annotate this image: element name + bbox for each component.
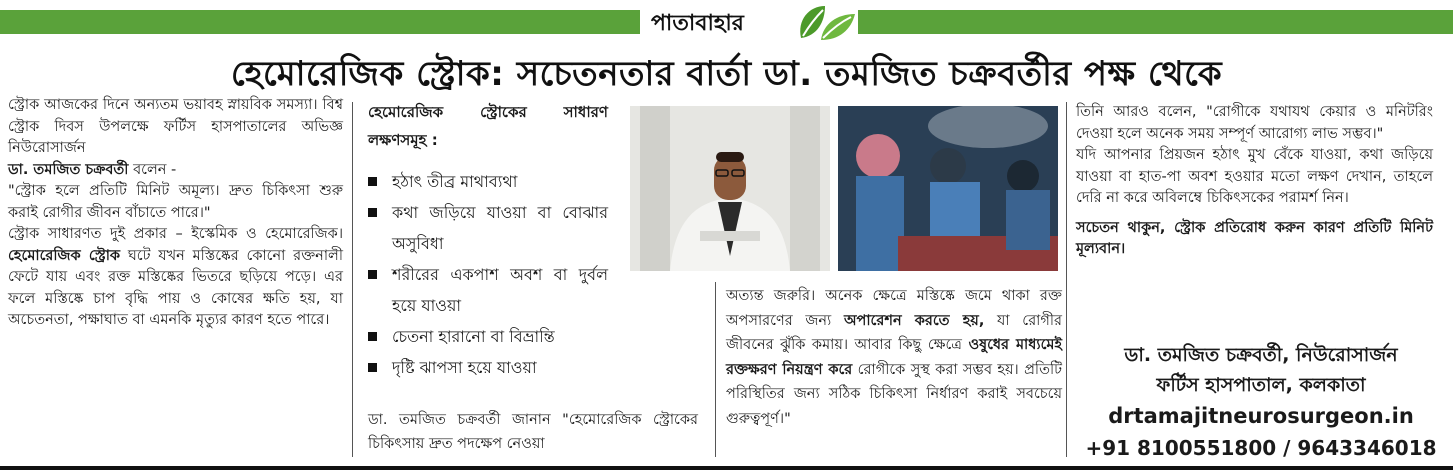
stroke-types-text: স্ট্রোক সাধারণত দুই প্রকার – ইস্কেমিক ও হেমোরেজিক। (8, 226, 343, 242)
doctor-says: বলেন - (128, 161, 177, 178)
symptoms-heading: হেমোরেজিক স্ট্রোকের সাধারণ লক্ষণসমূহ : (368, 103, 608, 149)
bullet-icon (368, 208, 377, 217)
treatment-paragraph (726, 284, 1062, 431)
article-column-2 (368, 98, 698, 452)
doctor-intro (8, 160, 343, 182)
list-item (368, 352, 608, 383)
column-divider (352, 102, 353, 457)
advice-paragraph: যদি আপনার প্রিয়জন হঠাৎ মুখ বেঁকে যাওয়া, কথা জড়িয়ে যাওয়া বা হাত-পা অবশ হওয়ার মতো লক্ষণ দেখান, তাহলে দেরি না করে অবিলম্বে চিকিৎসকের পরামর্শ নিন। (1076, 147, 1433, 206)
symptom-text: চেতনা হারানো বা বিভ্রান্তি (392, 327, 555, 346)
bullet-icon (368, 270, 377, 279)
symptom-text: শরীরের একপাশ অবশ বা দুর্বল হয়ে যাওয়া (392, 265, 608, 315)
treatment-text: অত্যন্ত জরুরি। অনেক ক্ষেত্রে মস্তিষ্কে জমে থাকা রক্ত অপসারণের জন্য (726, 288, 1062, 329)
symptom-text: কথা জড়িয়ে যাওয়া বা বোঝার অসুবিধা (392, 203, 608, 253)
list-item (368, 197, 608, 259)
treatment-quote-start: ডা. তমজিত চক্রবর্তী জানান "হেমোরেজিক স্ট্রোকের চিকিৎসায় দ্রুত পদক্ষেপ নেওয়া (368, 412, 698, 452)
doctor-title: ডা. তমজিত চক্রবর্তী, নিউরোসার্জন (1124, 344, 1398, 366)
section-masthead (645, 2, 855, 42)
hospital-name: ফর্টিস হাসপাতাল, কলকাতা (1156, 374, 1366, 396)
treatment-text: যা রোগীর জীবনের ঝুঁকি কমায়। আবার কিছু ক্ষেত্রে (726, 312, 1062, 353)
leaf-icon (795, 2, 859, 42)
treatment-text: রোগীকে সুস্থ করা সম্ভব হয়। প্রতিটি পরিস্থিতির জন্য সঠিক চিকিৎসা নির্ধারণ করাই সবচেয়ে গুরুত্বপূর্ণ।" (726, 361, 1062, 427)
article-column-3 (726, 284, 1062, 431)
intro-paragraph: স্ট্রোক আজকের দিনে অন্যতম ভয়াবহ স্নায়বিক সমস্যা। বিশ্ব স্ট্রোক দিবস উপলক্ষে ফর্টিস হাসপাতালের অভিজ্ঞ নিউরোসার্জন (8, 97, 343, 156)
phone-numbers[interactable]: +91 8100551800 / 9643346018 (1085, 436, 1437, 460)
column-divider (1066, 102, 1067, 457)
list-item (368, 166, 608, 197)
doctor-name: ডা. তমজিত চক্রবর্তী (8, 161, 129, 178)
doctor-portrait-photo (630, 106, 830, 271)
awareness-message: সচেতন থাকুন, স্ট্রোক প্রতিরোধ করুন কারণ প্রতিটি মিনিট মূল্যবান। (1076, 219, 1433, 257)
website-link[interactable]: drtamajitneurosurgeon.in (1108, 404, 1414, 428)
bullet-icon (368, 363, 377, 372)
header-band-left (0, 10, 640, 34)
doctor-quote: "স্ট্রোক হলে প্রতিটি মিনিট অমূল্য। দ্রুত চিকিৎসা শুরু করাই রোগীর জীবন বাঁচাতে পারে।" (8, 183, 343, 221)
hemorrhagic-stroke-term: হেমোরেজিক স্ট্রোক (8, 247, 121, 264)
surgery-photo (838, 106, 1058, 271)
column-divider (715, 282, 716, 457)
header-band-right (858, 10, 1453, 34)
surgery-emphasis: অপারেশন করতে হয়, (843, 312, 985, 329)
symptom-text: হঠাৎ তীব্র মাথাব্যথা (392, 172, 518, 191)
list-item (368, 321, 608, 352)
symptom-text: দৃষ্টি ঝাপসা হয়ে যাওয়া (392, 358, 537, 377)
bottom-rule (0, 466, 1453, 470)
bullet-icon (368, 332, 377, 341)
contact-block (1076, 340, 1446, 464)
article-headline: হেমোরেজিক স্ট্রোক: সচেতনতার বার্তা ডা. তমজিত চক্রবর্তীর পক্ষ থেকে (230, 54, 1223, 94)
article-column-4 (1076, 102, 1433, 261)
medication-emphasis: ওষুধের মাধ্যমেই রক্তক্ষরণ নিয়ন্ত্রণ করে (726, 337, 1062, 378)
article-column-1 (8, 95, 343, 332)
section-name: পাতাবাহার (651, 11, 744, 36)
recovery-paragraph: তিনি আরও বলেন, "রোগীকে যথাযথ কেয়ার ও মনিটরিং দেওয়া হলে অনেক সময় সম্পূর্ণ আরোগ্য লাভ সম্ভব।" (1076, 104, 1433, 142)
symptoms-list (368, 166, 608, 383)
list-item (368, 259, 608, 321)
stroke-types-paragraph (8, 224, 343, 332)
bullet-icon (368, 177, 377, 186)
stroke-explanation-text: ঘটে যখন মস্তিষ্কের কোনো রক্তনালী ফেটে যায় এবং রক্ত মস্তিষ্কের ভিতরে ছড়িয়ে পড়ে। এর ফলে মস্তিষ্কে চাপ বৃদ্ধি পায় ও কোষের ক্ষতি হয়, যা অচেতনতা, পক্ষাঘাত বা এমনকি মৃত্যুর কারণ হতে পারে। (8, 247, 343, 328)
